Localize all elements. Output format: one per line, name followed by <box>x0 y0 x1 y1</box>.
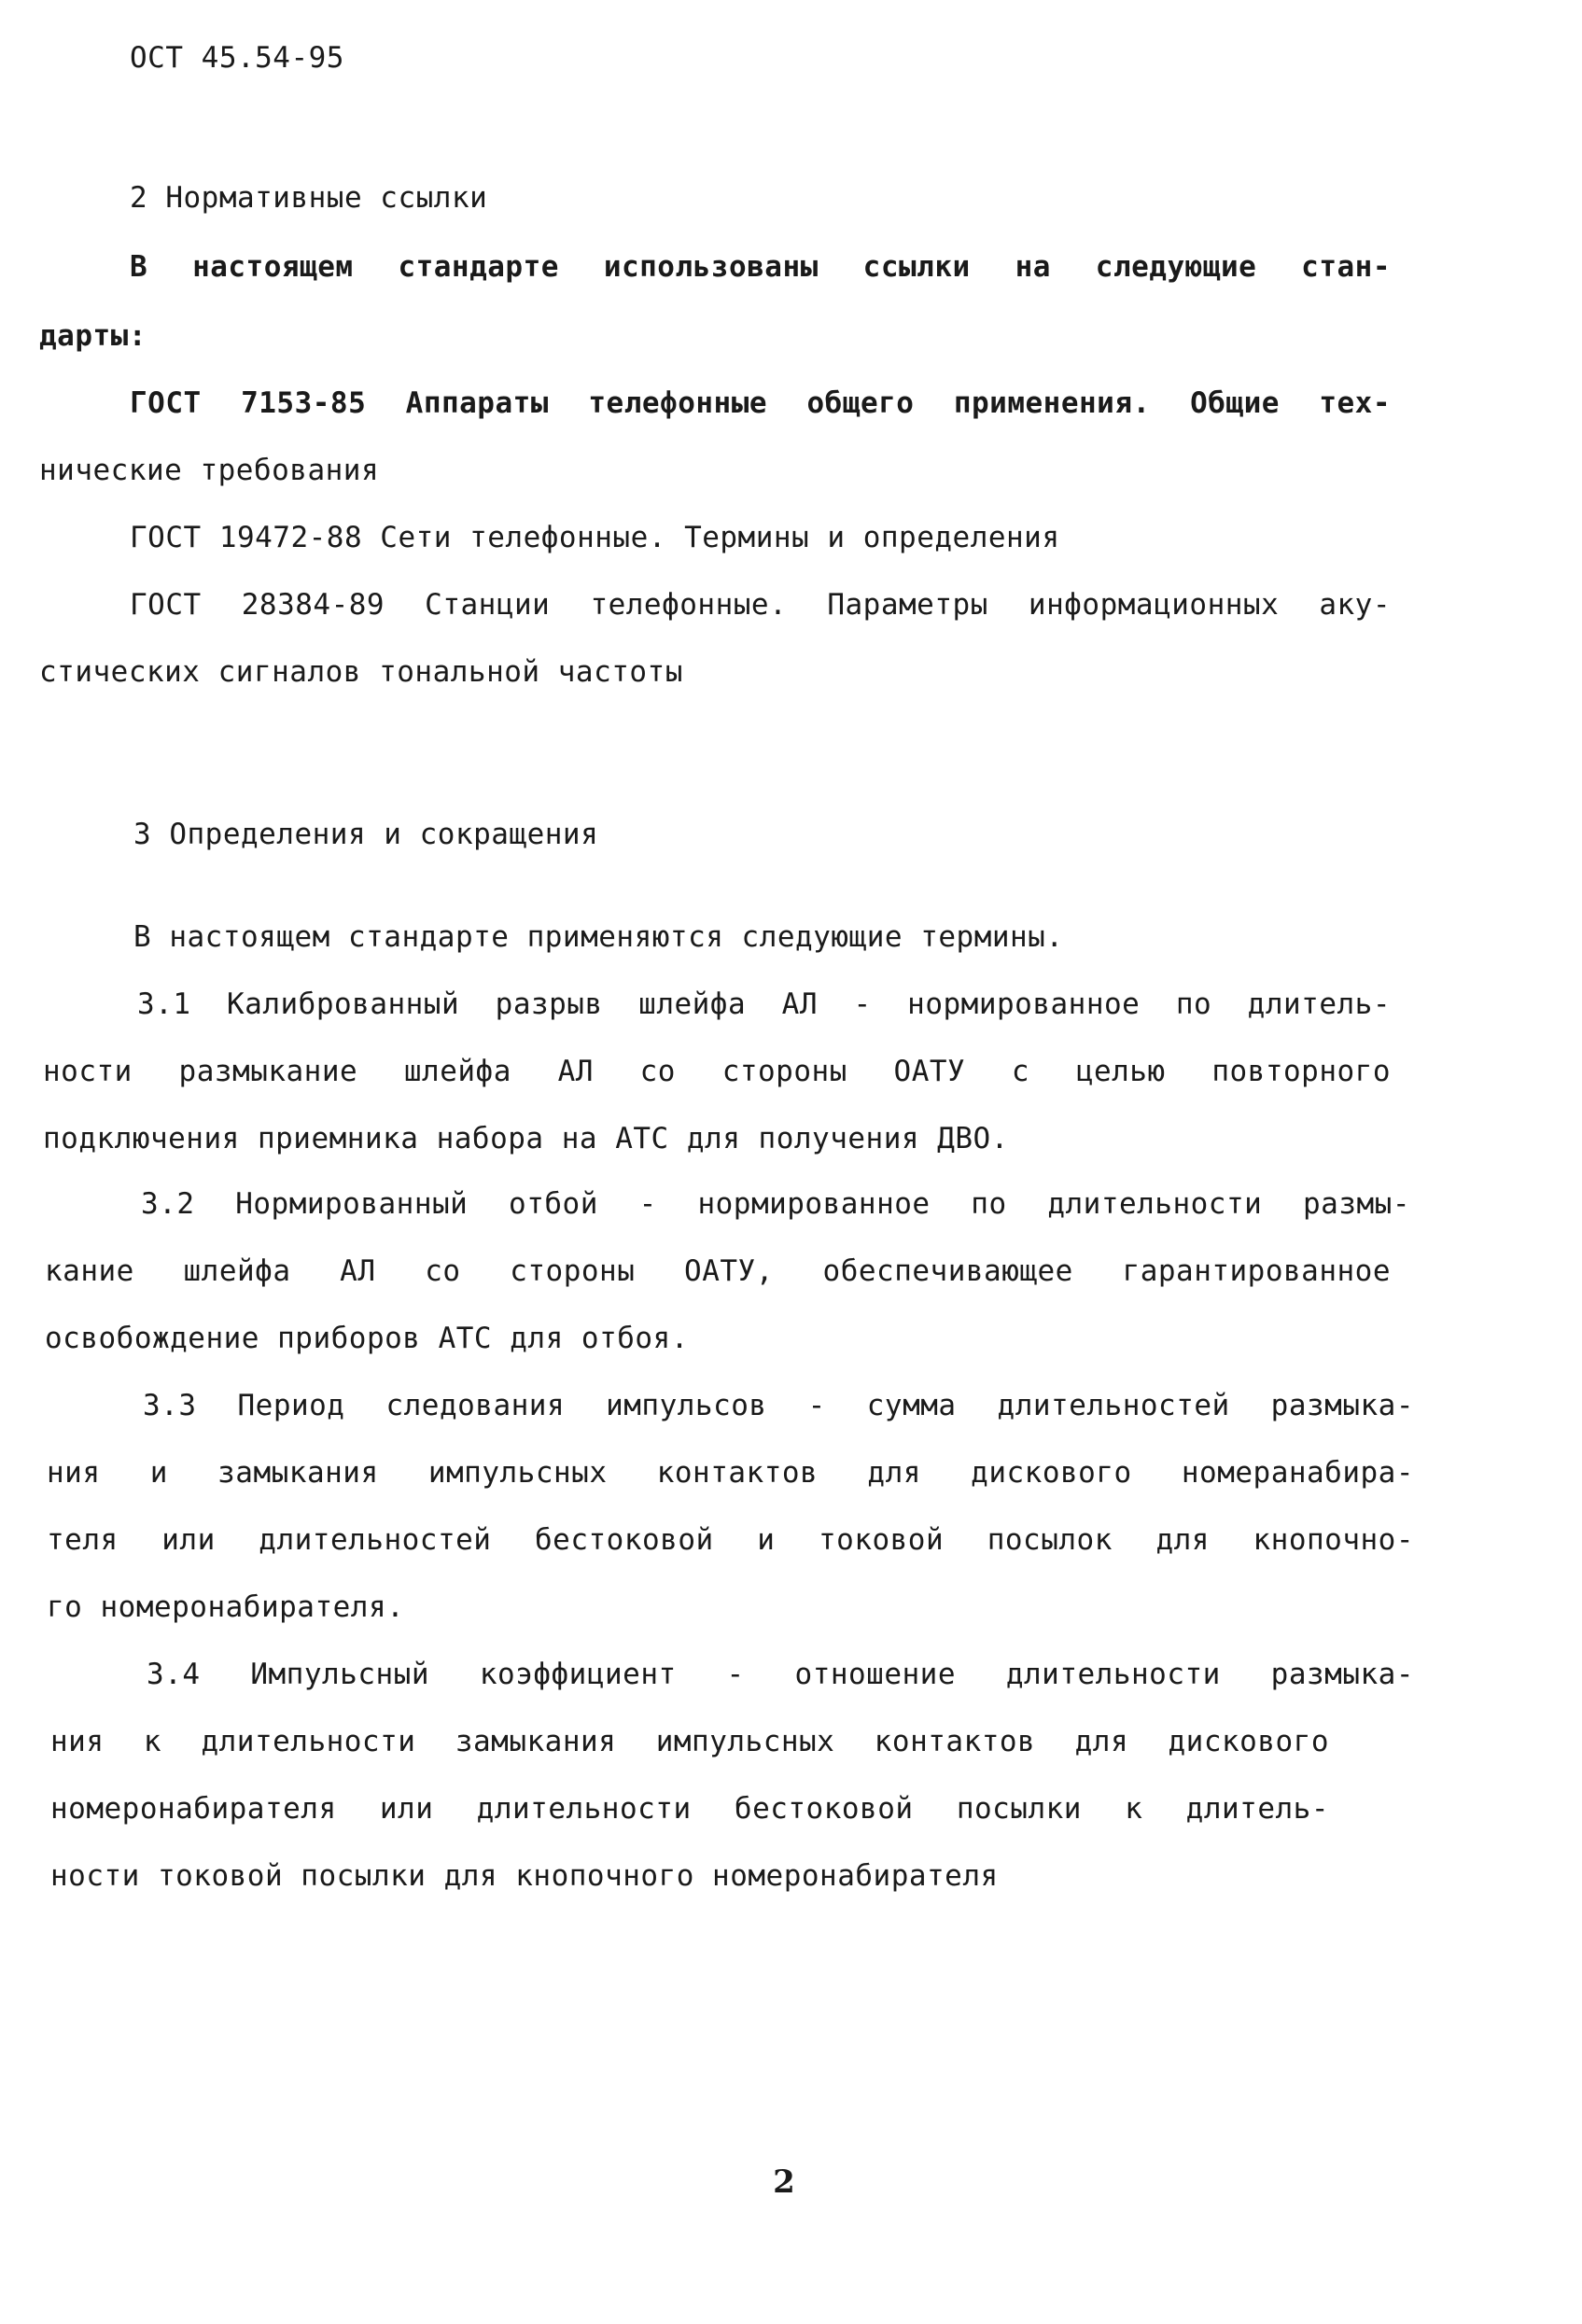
reference-1-line-2: нические требования <box>39 454 380 487</box>
term-1-line-2: ности размыкание шлейфа АЛ со стороны ОАТУ с целью повторного <box>43 1055 1391 1088</box>
term-4-line-4: ности токовой посылки для кнопочного номеронабирателя <box>50 1859 999 1893</box>
term-3-line-2: ния и замыкания импульсных контактов для дискового номеранабира- <box>47 1456 1414 1490</box>
term-1-line-3: подключения приемника набора на АТС для получения ДВО. <box>43 1122 1009 1155</box>
standard-code: ОСТ 45.54-95 <box>130 41 344 75</box>
reference-3-line-1: ГОСТ 28384-89 Станции телефонные. Параметры информационных аку- <box>130 588 1391 622</box>
term-1-line-1: 3.1 Калиброванный разрыв шлейфа АЛ - нормированное по длитель- <box>137 987 1391 1021</box>
term-3-line-3: теля или длительностей бестоковой и токовой посылок для кнопочно- <box>47 1523 1414 1557</box>
section-heading-definitions: 3 Определения и сокращения <box>133 818 599 851</box>
term-4-line-1: 3.4 Импульсный коэффициент - отношение длительности размыка- <box>147 1658 1414 1691</box>
reference-1-line-1: ГОСТ 7153-85 Аппараты телефонные общего применения. Общие тех- <box>130 386 1391 420</box>
term-2-line-1: 3.2 Нормированный отбой - нормированное по длительности размы- <box>141 1187 1410 1221</box>
reference-2-line-1: ГОСТ 19472-88 Сети телефонные. Термины и определения <box>130 521 1060 554</box>
references-intro-line-2: дарты: <box>39 319 147 353</box>
term-4-line-2: ния к длительности замыкания импульсных контактов для дискового <box>50 1725 1329 1758</box>
definitions-intro: В настоящем стандарте применяются следующие термины. <box>133 920 1064 954</box>
term-3-line-1: 3.3 Период следования импульсов - сумма длительностей размыка- <box>143 1389 1414 1422</box>
page-number: 2 <box>773 2163 795 2201</box>
term-2-line-3: освобождение приборов АТС для отбоя. <box>45 1322 689 1355</box>
section-heading-references: 2 Нормативные ссылки <box>130 181 488 215</box>
term-2-line-2: кание шлейфа АЛ со стороны ОАТУ, обеспечивающее гарантированное <box>45 1254 1391 1288</box>
term-4-line-3: номеронабирателя или длительности бестоковой посылки к длитель- <box>50 1792 1329 1826</box>
reference-3-line-2: стических сигналов тональной частоты <box>39 655 683 689</box>
references-intro-line-1: В настоящем стандарте использованы ссылки на следующие стан- <box>130 250 1391 284</box>
term-3-line-4: го номеронабирателя. <box>47 1590 405 1624</box>
